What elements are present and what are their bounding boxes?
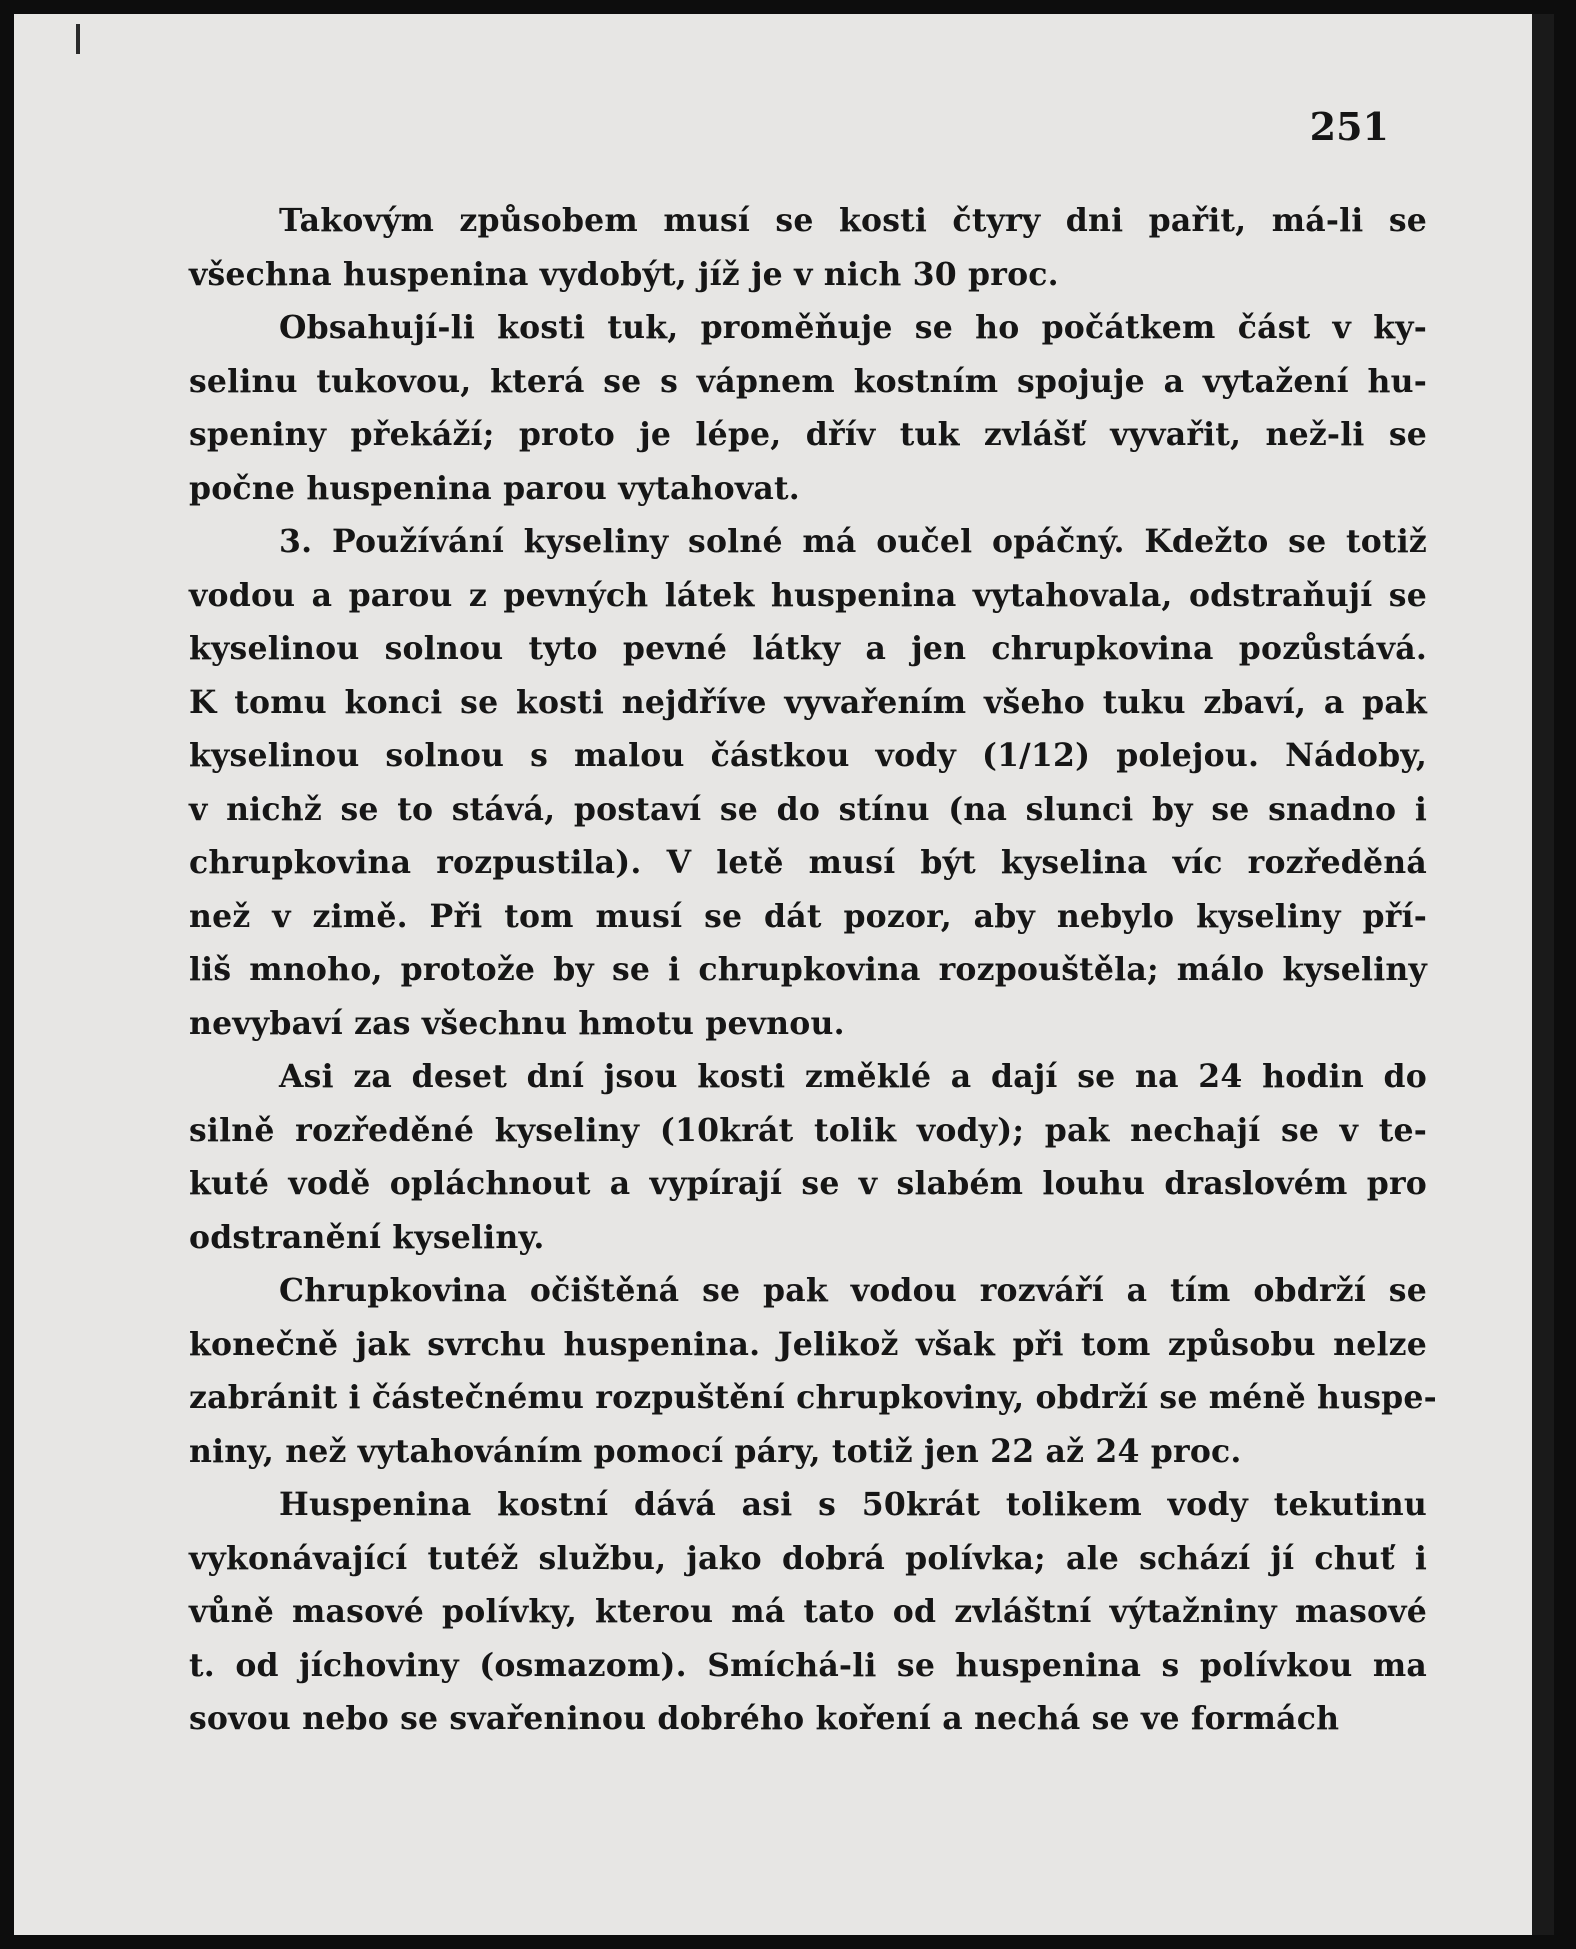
book-page (14, 14, 1554, 1935)
text-line: kyselinou solnou tyto pevné látky a jen chrupkovina pozůstává. (189, 630, 1427, 667)
text-line: t. od jíchoviny (osmazom). Smíchá-li se huspenina s polívkou ma (189, 1646, 1427, 1684)
text-line: vodou a parou z pevných látek huspenina vytahovala, odstraňují se (189, 576, 1427, 614)
text-line: vykonávající tutéž službu, jako dobrá polívka; ale schází jí chuť i (189, 1539, 1427, 1577)
text-line: liš mnoho, protože by se i chrupkovina rozpouštěla; málo kyseliny (189, 951, 1427, 988)
text-line: konečně jak svrchu huspenina. Jelikož však při tom způsobu nelze (189, 1325, 1427, 1363)
text-line: Huspenina kostní dává asi s 50krát tolikem vody tekutinu (279, 1486, 1427, 1523)
text-line: Asi za deset dní jsou kosti změklé a dají se na 24 hodin do (279, 1058, 1427, 1095)
text-line: Chrupkovina očištěná se pak vodou rozváří a tím obdrží se (279, 1272, 1427, 1309)
text-line: 3. Používání kyseliny solné má oučel opáčný. Kdežto se totiž (279, 523, 1427, 560)
text-line: Obsahují-li kosti tuk, proměňuje se ho počátkem část v ky- (279, 309, 1427, 346)
page-margin-mark (76, 24, 80, 54)
text-line: kuté vodě opláchnout a vypírají se v slabém louhu draslovém pro (189, 1165, 1427, 1202)
text-line: niny, než vytahováním pomocí páry, totiž jen 22 až 24 proc. (189, 1432, 1242, 1470)
text-line: silně rozředěné kyseliny (10krát tolik vody); pak nechají se v te- (189, 1111, 1427, 1149)
text-line: selinu tukovou, která se s vápnem kostním spojuje a vytažení hu- (189, 362, 1427, 400)
text-line: chrupkovina rozpustila). V letě musí být kyselina víc rozředěná (189, 844, 1427, 881)
text-line: nevybaví zas všechnu hmotu pevnou. (189, 1004, 845, 1042)
text-line: odstranění kyseliny. (189, 1218, 545, 1256)
page-number: 251 (1309, 104, 1389, 149)
text-line: K tomu konci se kosti nejdříve vyvařením všeho tuku zbaví, a pak (189, 683, 1427, 721)
text-line: zabránit i částečnému rozpuštění chrupkoviny, obdrží se méně huspe- (189, 1379, 1437, 1416)
text-line: speniny překáží; proto je lépe, dřív tuk zvlášť vyvařit, než-li se (189, 416, 1427, 453)
text-line: sovou nebo se svařeninou dobrého koření a nechá se ve formách (189, 1700, 1340, 1737)
text-line: počne huspenina parou vytahovat. (189, 469, 800, 507)
text-line: vůně masové polívky, kterou má tato od zvláštní výtažniny masové (189, 1593, 1427, 1630)
text-line: v nichž se to stává, postaví se do stínu (na slunci by se snadno i (189, 790, 1427, 828)
text-line: Takovým způsobem musí se kosti čtyry dni pařit, má-li se (279, 202, 1427, 239)
page-edge (1532, 14, 1554, 1935)
text-line: všechna huspenina vydobýt, jíž je v nich 30 proc. (189, 255, 1059, 293)
text-line: kyselinou solnou s malou částkou vody (1/12) polejou. Nádoby, (189, 737, 1427, 774)
text-line: než v zimě. Při tom musí se dát pozor, aby nebylo kyseliny pří- (189, 897, 1427, 935)
body-text (189, 194, 1437, 1746)
